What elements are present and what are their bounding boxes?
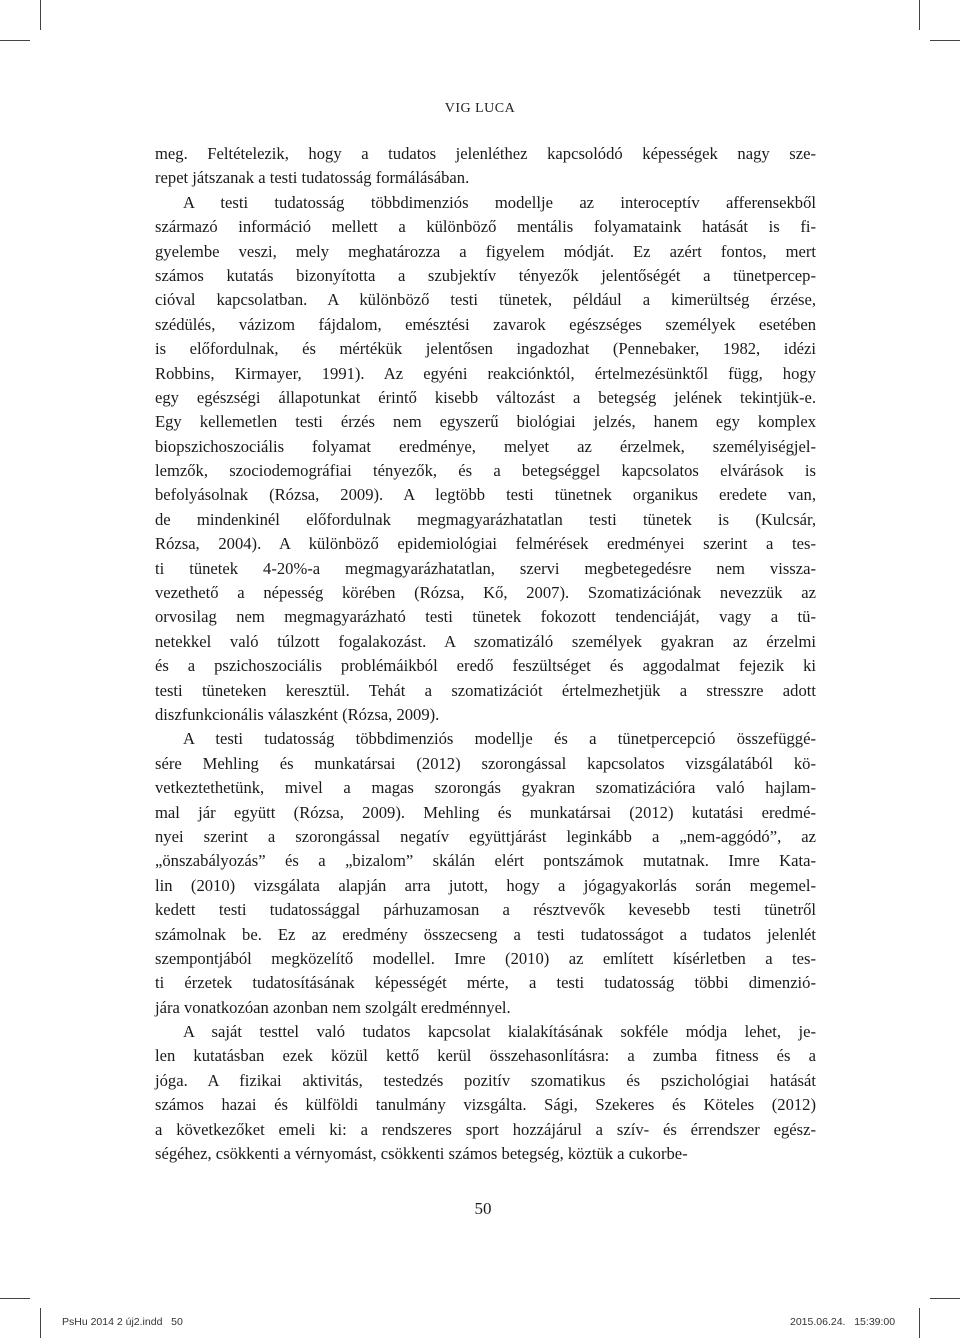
text-line: és a pszichoszociális problémáikból eredő feszültséget és aggodalmat fejezik ki <box>155 656 816 676</box>
text-line: biopszichoszociális folyamat eredménye, melyet az érzelmek, személyiségjel- <box>155 436 816 456</box>
text-line: számolnak be. Ez az eredmény összecseng a testi tudatosságot a tudatos jelenlét <box>155 924 816 944</box>
text-line: ti érzetek tudatosításának képességét mérte, a testi tudatosság többi dimenzió- <box>155 973 816 993</box>
page-number: 50 <box>474 1199 492 1218</box>
text-line: Robbins, Kirmayer, 1991). Az egyéni reakciónktól, értelmezésünktől függ, hogy <box>155 363 816 383</box>
text-line: szempontjából megközelítő modellel. Imre (2010) az említett kísérletben a tes- <box>155 948 816 968</box>
text-line: egy egészségi állapotunkat érintő kisebb változást a betegség jelének tekintjük-e. <box>155 387 816 407</box>
text-line: jóga. A fizikai aktivitás, testedzés pozitív szomatikus és pszichológiai hatását <box>155 1070 816 1090</box>
text-line: diszfunkcionális válaszként (Rózsa, 2009). <box>155 704 440 724</box>
text-line: „önszabályozás” és a „bizalom” skálán elért pontszámok mutatnak. Imre Kata- <box>155 851 816 871</box>
text-line: netekkel való túlzott fogalakozást. A szomatizáló személyek gyakran az érzelmi <box>155 631 816 651</box>
text-line: gyelembe veszi, mely meghatározza a figyelem módját. Ez azért fontos, mert <box>155 241 816 261</box>
text-line: számos kutatás bizonyította a szubjektív tényezők jelentőségét a tünetpercep- <box>155 265 816 285</box>
text-line: mal jár együtt (Rózsa, 2009). Mehling és munkatársai (2012) kutatási eredmé- <box>155 802 816 822</box>
text-line: vetkeztethetünk, mivel a magas szorongás gyakran szomatizációra való hajlam- <box>155 778 816 798</box>
text-line: A testi tudatosság többdimenziós modellje és a tünetpercepció összefüggé- <box>183 729 816 749</box>
text-line: számos hazai és külföldi tanulmány vizsgálta. Sági, Szekeres és Köteles (2012) <box>155 1095 816 1115</box>
text-line: lemzők, szociodemográfiai tényezők, és a betegséggel kapcsolatos elvárások is <box>155 461 816 481</box>
crop-mark-bottom-left-v <box>40 1308 41 1338</box>
paragraph <box>155 1020 816 1166</box>
paragraph <box>155 727 816 1020</box>
text-line: nyei szerint a szorongással negatív együttjárást leginkább a „nem-aggódó”, az <box>155 826 816 846</box>
text-line: származó információ mellett a különböző mentális folyamataink hatását is fi- <box>155 217 816 237</box>
text-line: a következőket emeli ki: a rendszeres sport hozzájárul a szív- és érrendszer egész- <box>155 1119 816 1139</box>
text-line: kedett testi tudatossággal párhuzamosan a résztvevők kevesebb testi tünetről <box>155 900 816 920</box>
text-line: cióval kapcsolatban. A különböző testi tünetek, például a kimerültség érzése, <box>155 290 816 310</box>
text-line: meg. Feltételezik, hogy a tudatos jelenléthez kapcsolódó képességek nagy sze- <box>155 144 816 163</box>
text-line: A testi tudatosság többdimenziós modellje az interoceptív afferensekből <box>183 192 816 212</box>
crop-mark-bottom-right-v <box>919 1308 920 1338</box>
running-header: VIG LUCA <box>444 101 516 116</box>
crop-mark-bottom-left-h <box>0 1298 30 1299</box>
paragraph <box>155 191 816 728</box>
text-line: lin (2010) vizsgálata alapján arra jutott, hogy a jógagyakorlás során megemel- <box>155 875 816 895</box>
text-line: Egy kellemetlen testi érzés nem egyszerű biológiai jelzés, hanem egy komplex <box>155 412 816 432</box>
text-line: orvosilag nem megmagyarázható testi tünetek fokozott tendenciáját, vagy a tü- <box>155 607 816 627</box>
text-line: ségéhez, csökkenti a vérnyomást, csökkenti számos betegség, köztük a cukorbe- <box>155 1144 688 1164</box>
text-line: repet játszanak a testi tudatosság formálásában. <box>155 168 470 188</box>
body-text <box>155 142 816 1166</box>
text-line: A saját testtel való tudatos kapcsolat kialakításának sokféle módja lehet, je- <box>183 1022 816 1042</box>
text-line: ti tünetek 4-20%-a megmagyarázhatatlan, szervi megbetegedésre nem vissza- <box>155 558 816 578</box>
text-line: testi tüneteken keresztül. Tehát a szomatizációt értelmezhetjük a stresszre adott <box>155 680 816 700</box>
crop-mark-bottom-right-h <box>930 1298 960 1299</box>
crop-mark-top-right-h <box>930 40 960 41</box>
text-line: len kutatásban ezek közül kettő kerül összehasonlításra: a zumba fitness és a <box>155 1046 816 1066</box>
slug-timestamp: 2015.06.24. 15:39:00 <box>790 1316 896 1328</box>
text-line: befolyásolnak (Rózsa, 2009). A legtöbb testi tünetnek organikus eredete van, <box>155 485 816 505</box>
text-line: vezethető a népesség körében (Rózsa, Kő, 2007). Szomatizációnak nevezzük az <box>155 583 816 603</box>
crop-mark-top-right-v <box>919 0 920 30</box>
text-line: sére Mehling és munkatársai (2012) szorongással kapcsolatos vizsgálatából kö- <box>155 753 816 773</box>
crop-mark-top-left-h <box>0 40 30 41</box>
text-line: jára vonatkozóan azonban nem szolgált eredménnyel. <box>155 997 511 1017</box>
text-line: is előfordulnak, és mértékük jelentősen ingadozhat (Pennebaker, 1982, idézi <box>155 339 816 359</box>
text-line: szédülés, vázizom fájdalom, emésztési zavarok egészséges személyek esetében <box>155 314 816 334</box>
paragraph <box>155 142 816 191</box>
text-line: de mindenkinél előfordulnak megmagyarázhatatlan testi tünetek is (Kulcsár, <box>155 509 816 529</box>
crop-mark-top-left-v <box>40 0 41 30</box>
text-line: Rózsa, 2004). A különböző epidemiológiai felmérések eredményei szerint a tes- <box>155 534 816 554</box>
slug-file-info: PsHu 2014 2 új2.indd 50 <box>62 1316 183 1328</box>
